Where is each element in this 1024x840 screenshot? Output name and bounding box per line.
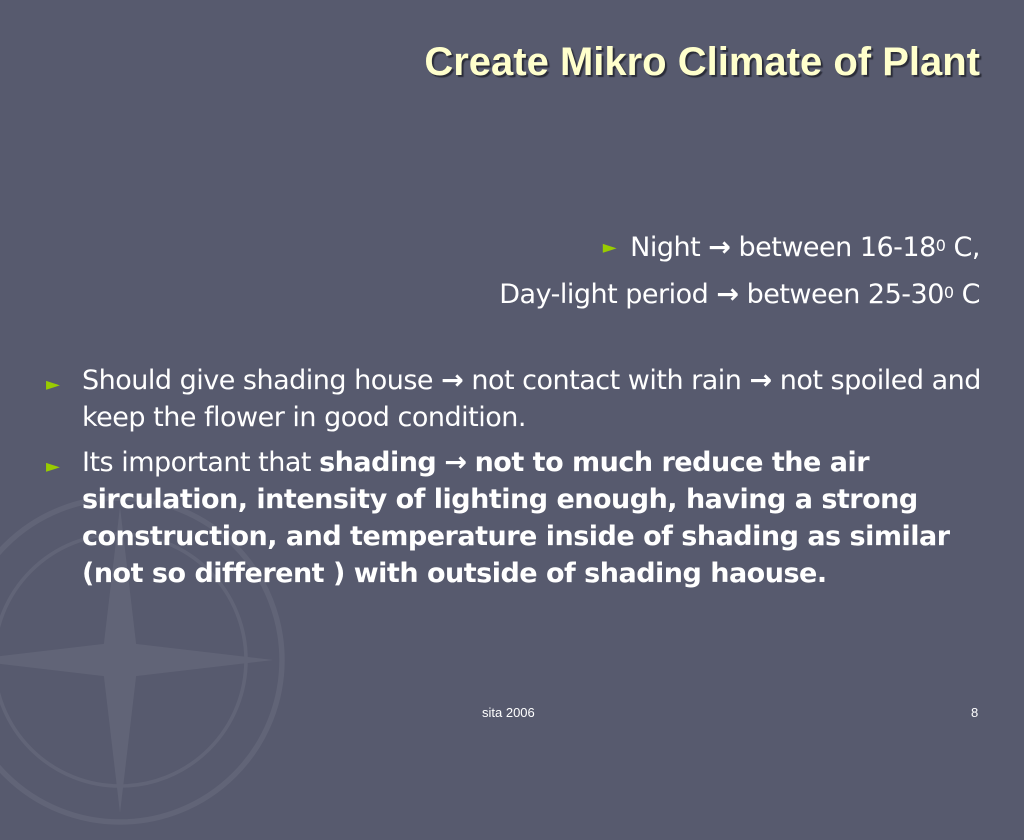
arrow-right-icon: → <box>716 279 739 310</box>
bullet-item-shading-house <box>46 362 986 436</box>
night-unit: C, <box>945 232 980 263</box>
bullet2-intro: Its important that <box>82 447 312 478</box>
arrow-right-icon: → <box>444 447 467 478</box>
degree-sup: 0 <box>935 236 946 255</box>
arrow-right-icon: → <box>749 365 772 396</box>
night-range: between 16-18 <box>738 232 936 263</box>
bullet-list <box>46 362 986 600</box>
footer-author: sita 2006 <box>482 705 535 720</box>
temperature-block <box>499 226 980 317</box>
day-label: Day-light period <box>499 279 709 310</box>
bullet1-part3: not spoiled and keep the flower in good condition. <box>82 365 981 433</box>
slide-title: Create Mikro Climate of Plant <box>424 40 980 84</box>
day-line <box>499 273 980 317</box>
bullet-item-shading-importance <box>46 444 986 592</box>
bullet1-part1: Should give shading house <box>82 365 434 396</box>
bullet-marker-icon: ► <box>46 374 60 395</box>
bullet2-bold2: not to much reduce the air sirculation, intensity of lighting enough, having a strong construction, and temperature inside of shading as similar (not so different ) with outside of shading haouse. <box>82 447 950 589</box>
slide-number: 8 <box>971 705 979 720</box>
bullet1-part2: not contact with rain <box>471 365 742 396</box>
arrow-right-icon: → <box>708 232 731 263</box>
degree-sup: 0 <box>943 283 954 302</box>
day-unit: C <box>953 279 980 310</box>
night-label: Night <box>630 232 701 263</box>
bullet-marker-icon: ► <box>602 237 617 258</box>
bullet-marker-icon: ► <box>46 456 60 477</box>
bullet2-bold1: shading <box>319 447 437 478</box>
night-line <box>499 226 980 273</box>
day-range: between 25-30 <box>746 279 944 310</box>
arrow-right-icon: → <box>441 365 464 396</box>
